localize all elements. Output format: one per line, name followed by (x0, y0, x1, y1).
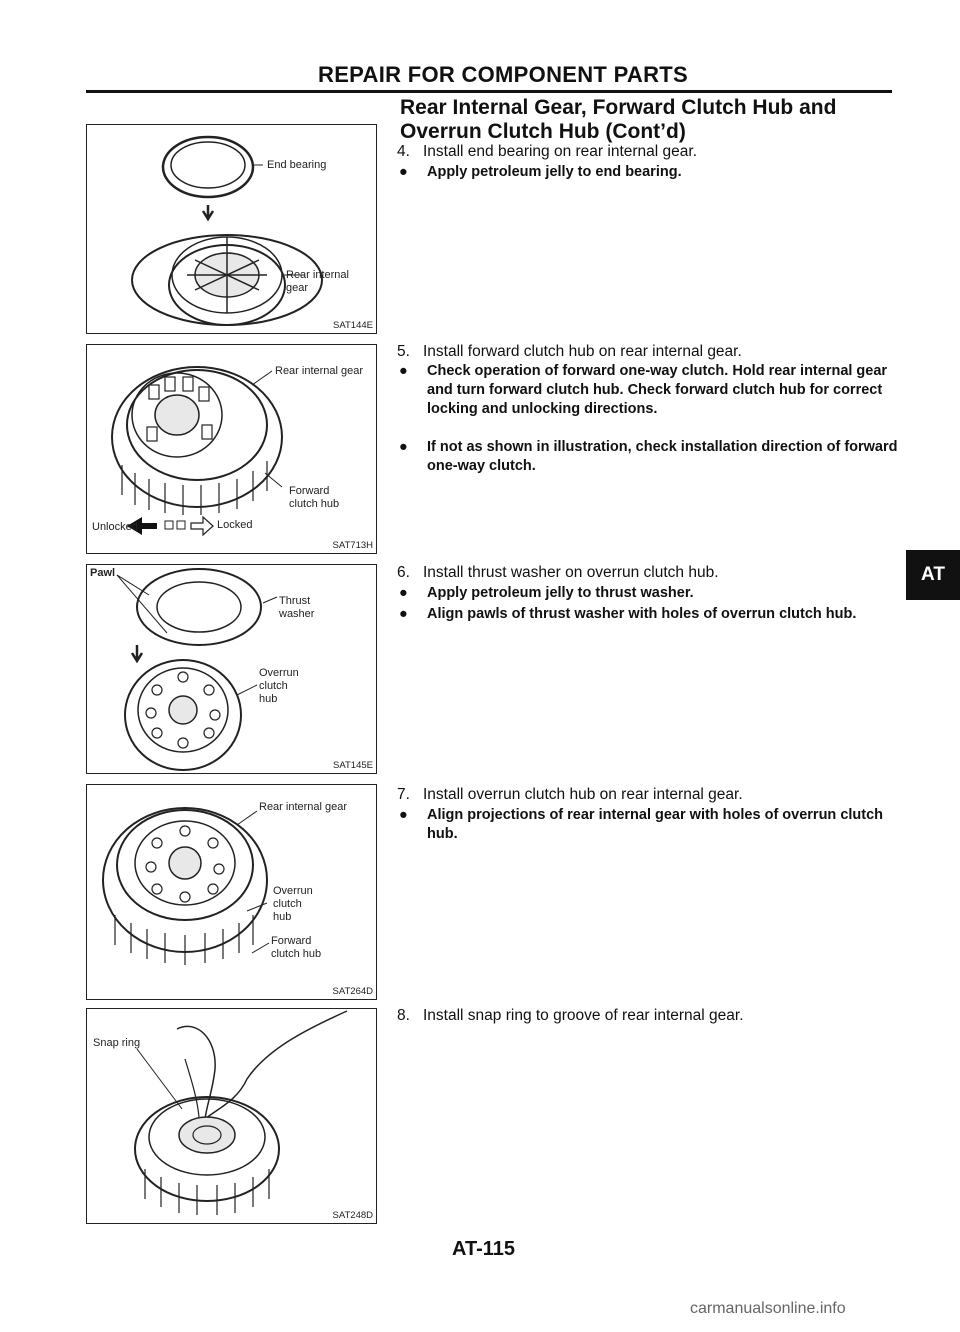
end-bearing-illustration (87, 125, 376, 333)
step-7 (397, 785, 897, 805)
step-number: 6. (397, 564, 410, 581)
label-gear: gear (286, 282, 309, 294)
label-rear-internal-gear: Rear internal gear (275, 365, 364, 377)
bullet-dot: ● (399, 807, 408, 823)
bullet-dot: ● (399, 585, 408, 601)
step-text: Install forward clutch hub on rear internal gear. (423, 343, 742, 360)
step-5 (397, 342, 897, 362)
step-number: 8. (397, 1007, 410, 1024)
label-clutch: clutch (259, 680, 288, 692)
step-number: 5. (397, 343, 410, 360)
overrun-on-rear-gear-illustration (87, 785, 376, 999)
label-locked: Locked (217, 519, 253, 531)
step-6-bullet-2 (399, 605, 899, 624)
bullet-text: Check operation of forward one-way clutch. Hold rear internal gear and turn forward clutch hub. Check forward clutch hub for correct locking and unlocking directions. (427, 363, 888, 417)
step-number: 4. (397, 143, 410, 160)
figure-overrun-on-rear-gear (86, 784, 377, 1000)
label-unlocked: Unlocked (92, 521, 138, 533)
step-8 (397, 1006, 897, 1026)
figure-code: SAT264D (332, 986, 373, 997)
figure-code: SAT248D (332, 1210, 373, 1221)
figure-code: SAT144E (333, 320, 373, 331)
step-text: Install end bearing on rear internal gear. (423, 143, 698, 160)
page-header: REPAIR FOR COMPONENT PARTS (318, 62, 688, 87)
bullet-text: Align pawls of thrust washer with holes of overrun clutch hub. (427, 606, 857, 622)
label-hub: hub (273, 911, 292, 923)
label-clutch: clutch (273, 898, 302, 910)
label-forward: Forward (289, 485, 330, 497)
label-rear-internal-gear: Rear internal gear (259, 801, 348, 813)
bullet-text: Apply petroleum jelly to end bearing. (427, 164, 682, 180)
figure-code: SAT145E (333, 760, 373, 771)
label-washer: washer (279, 608, 315, 620)
step-7-bullet-1 (399, 806, 899, 844)
step-5-bullet-2 (399, 438, 899, 476)
figure-code: SAT713H (332, 540, 373, 551)
label-clutch-hub: clutch hub (271, 948, 322, 960)
label-rear-internal: Rear internal (286, 269, 349, 281)
watermark: carmanualsonline.info (690, 1300, 846, 1317)
label-clutch-hub: clutch hub (289, 498, 340, 510)
section-title (400, 96, 900, 144)
bullet-dot: ● (399, 164, 408, 180)
bullet-dot: ● (399, 439, 408, 455)
step-number: 7. (397, 786, 410, 803)
section-title-line2: Overrun Clutch Hub (Cont’d) (400, 120, 686, 143)
section-title-line1: Rear Internal Gear, Forward Clutch Hub and (400, 96, 837, 119)
label-hub: hub (259, 693, 278, 705)
step-4-bullet-1 (399, 163, 899, 182)
label-thrust: Thrust (279, 595, 311, 607)
step-5-bullet-1 (399, 362, 899, 419)
step-6 (397, 563, 897, 583)
label-forward: Forward (271, 935, 312, 947)
step-text: Install overrun clutch hub on rear internal gear. (423, 786, 743, 803)
figure-thrust-washer (86, 564, 377, 774)
label-end-bearing: End bearing (267, 159, 327, 171)
label-overrun: Overrun (259, 667, 299, 679)
figure-forward-clutch-hub (86, 344, 377, 554)
bullet-text: Apply petroleum jelly to thrust washer. (427, 585, 694, 601)
step-text: Install thrust washer on overrun clutch hub. (423, 564, 719, 581)
label-pawl: Pawl (90, 567, 116, 579)
step-4 (397, 142, 897, 162)
figure-end-bearing (86, 124, 377, 334)
bullet-text: Align projections of rear internal gear with holes of overrun clutch hub. (427, 807, 884, 842)
step-text: Install snap ring to groove of rear internal gear. (423, 1007, 744, 1024)
step-6-bullet-1 (399, 584, 899, 603)
label-overrun: Overrun (273, 885, 313, 897)
figure-snap-ring (86, 1008, 377, 1224)
bullet-dot: ● (399, 606, 408, 622)
bullet-text: If not as shown in illustration, check installation direction of forward one-way clutch. (427, 439, 898, 474)
thrust-washer-illustration (87, 565, 376, 773)
page-number: AT-115 (452, 1238, 515, 1260)
bullet-dot: ● (399, 363, 408, 379)
section-tab-at: AT (906, 550, 960, 600)
header-rule (86, 90, 892, 93)
label-snap-ring: Snap ring (93, 1037, 141, 1049)
